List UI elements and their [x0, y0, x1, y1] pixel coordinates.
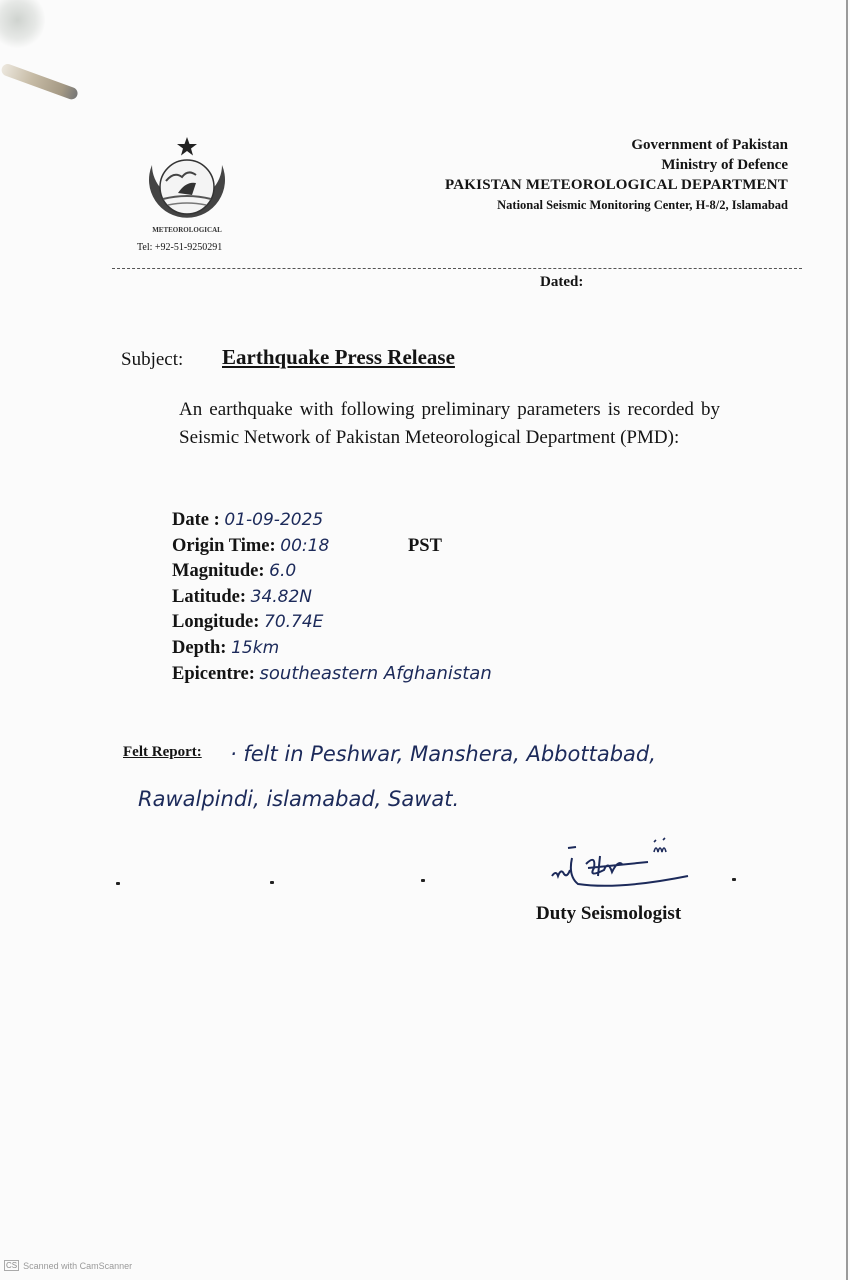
time-zone: PST	[408, 535, 442, 556]
felt-report-line-2: Rawalpindi, islamabad, Sawat.	[138, 787, 460, 811]
camscanner-icon: CS	[6, 1261, 18, 1270]
camscanner-text: Scanned with CamScanner	[23, 1260, 133, 1271]
epicentre-label: Epicentre:	[172, 664, 255, 684]
longitude-label: Longitude:	[172, 612, 260, 632]
magnitude-label: Magnitude:	[172, 561, 265, 581]
subject-title: Earthquake Press Release	[222, 345, 455, 369]
longitude-row	[172, 610, 492, 636]
longitude-value: 70.74E	[264, 612, 324, 632]
header-divider	[112, 268, 802, 269]
pmd-logo	[130, 135, 245, 235]
depth-row	[172, 636, 492, 662]
camscanner-watermark	[4, 1260, 132, 1271]
svg-text:METEOROLOGICAL: METEOROLOGICAL	[152, 226, 222, 234]
subject-label: Subject:	[121, 349, 184, 370]
epicentre-value: southeastern Afghanistan	[259, 663, 492, 684]
depth-label: Depth:	[172, 637, 227, 658]
intro-paragraph: An earthquake with following preliminary parameters is recorded by Seismic Network of Pakistan Meteorological Department (PMD):	[179, 399, 720, 448]
depth-value: 15km	[231, 637, 280, 658]
scan-dot	[270, 881, 274, 884]
government-line: Government of Pakistan	[631, 137, 788, 153]
magnitude-value: 6.0	[269, 561, 297, 581]
latitude-label: Latitude:	[172, 586, 246, 607]
dated-label: Dated:	[540, 274, 584, 290]
letterhead-header	[445, 135, 788, 215]
magnitude-row	[172, 559, 492, 585]
department-line: PAKISTAN METEOROLOGICAL DEPARTMENT	[445, 177, 788, 193]
pen-artifact	[0, 62, 79, 101]
ministry-line: Ministry of Defence	[661, 157, 788, 173]
date-row	[172, 508, 492, 534]
telephone-number: Tel: +92-51-9250291	[137, 242, 223, 253]
center-line: National Seismic Monitoring Center, H-8/2, Islamabad	[497, 198, 788, 212]
origin-time-row	[172, 534, 492, 560]
felt-report-label: Felt Report:	[123, 744, 202, 760]
latitude-row	[172, 585, 492, 611]
scan-smudge	[0, 0, 45, 50]
signatory-title: Duty Seismologist	[536, 903, 682, 924]
date-value: 01-09-2025	[224, 510, 324, 530]
date-label: Date :	[172, 510, 220, 530]
parameters-block	[172, 508, 492, 687]
scan-dot	[732, 878, 736, 881]
felt-report-line-1: · felt in Peshwar, Manshera, Abbottabad,	[230, 742, 656, 766]
signature	[548, 836, 698, 896]
epicentre-row	[172, 661, 492, 687]
origin-time-label: Origin Time:	[172, 535, 276, 556]
page-edge	[846, 0, 848, 1280]
scan-dot	[116, 882, 120, 885]
scan-dot	[421, 879, 425, 882]
latitude-value: 34.82N	[250, 586, 313, 607]
origin-time-value: 00:18	[280, 535, 330, 556]
